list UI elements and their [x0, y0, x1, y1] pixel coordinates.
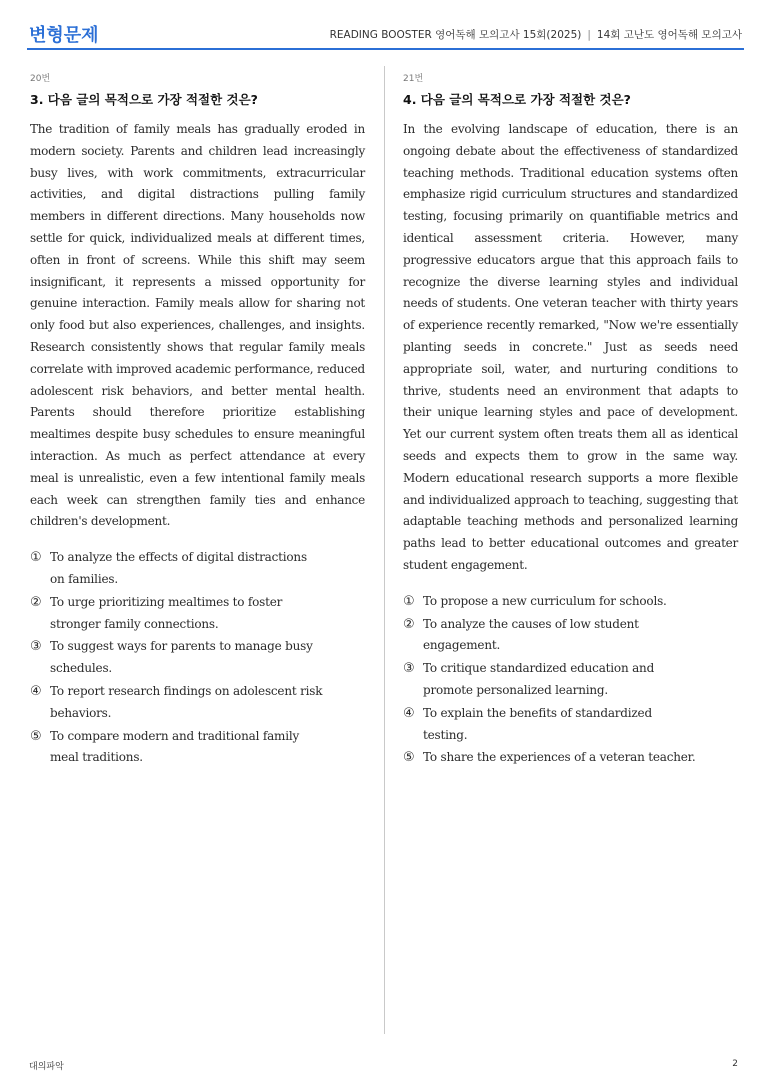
answer-option[interactable] [403, 658, 738, 702]
series-name: READING BOOSTER 영어독해 모의고사 15회(2025) [329, 29, 582, 41]
page-header [27, 18, 744, 50]
option-number: ④ [403, 705, 415, 721]
page-number: 2 [732, 1059, 738, 1069]
question-column-left [30, 71, 365, 770]
option-number: ③ [30, 639, 42, 655]
option-text: To report research findings on adolescent risk behaviors. [50, 683, 323, 720]
series-title [330, 27, 742, 42]
question-heading: 4. 다음 글의 목적으로 가장 적절한 것은? [403, 92, 631, 107]
question-passage: The tradition of family meals has gradually eroded in modern society. Parents and children lead increasingly busy lives, with work commitments, extracurricular activities, and digital distractions pulling family members in different directions. Many households now settle for quick, individualized meals at different times, often in front of screens. While this shift may seem insignificant, it represents a missed opportunity for genuine interaction. Family meals allow for sharing not only food but also experiences, challenges, and insights. Research consistently shows that regular family meals correlate with improved academic performance, reduced adolescent risk behaviors, and better mental health. Parents should therefore prioritize establishing mealtimes despite busy schedules to ensure meaningful interaction. As much as perfect attendance at every meal is unrealistic, even a few intentional family meals each week can strengthen family ties and enhance children's development. [30, 122, 365, 529]
column-divider [384, 66, 385, 1034]
footer-publisher: 대의파악 [29, 1062, 64, 1072]
option-text: To explain the benefits of standardized testing. [423, 705, 652, 742]
option-number: ⑤ [30, 728, 42, 744]
answer-option[interactable] [30, 681, 365, 725]
answer-option[interactable] [403, 703, 738, 747]
option-number: ① [403, 593, 415, 609]
answer-option[interactable] [30, 726, 365, 770]
question-number: 20번 [30, 74, 51, 84]
answer-option[interactable] [403, 747, 738, 769]
answer-option[interactable] [30, 592, 365, 636]
answer-option[interactable] [403, 614, 738, 658]
option-number: ⑤ [403, 750, 415, 766]
question-column-right [403, 71, 738, 770]
series-subtitle: 14회 고난도 영어독해 모의고사 [596, 29, 742, 41]
answer-option[interactable] [30, 547, 365, 591]
answer-options [403, 591, 738, 769]
brand-title: 변형문제 [29, 25, 99, 46]
option-text: To analyze the causes of low student engagement. [423, 616, 639, 653]
option-number: ④ [30, 683, 42, 699]
option-number: ③ [403, 661, 415, 677]
option-number: ① [30, 550, 42, 566]
answer-option[interactable] [403, 591, 738, 613]
option-text: To urge prioritizing mealtimes to foster stronger family connections. [50, 594, 283, 631]
option-text: To critique standardized education and promote personalized learning. [423, 661, 655, 697]
question-number: 21번 [403, 74, 424, 84]
option-text: To analyze the effects of digital distractions on families. [50, 550, 307, 586]
option-text: To propose a new curriculum for schools. [423, 593, 667, 608]
option-number: ② [30, 594, 42, 610]
header-separator: | [587, 29, 591, 41]
option-text: To compare modern and traditional family meal traditions. [50, 728, 300, 765]
answer-options [30, 547, 365, 769]
question-heading: 3. 다음 글의 목적으로 가장 적절한 것은? [30, 92, 258, 107]
answer-option[interactable] [30, 636, 365, 680]
question-passage: In the evolving landscape of education, there is an ongoing debate about the effectiveness of standardized teaching methods. Traditional education systems often emphasize rigid curriculum structures and standardized testing, focusing primarily on quantifiable metrics and identical assessment criteria. However, many progressive educators argue that this approach fails to recognize the diverse learning styles and individual needs of students. One veteran teacher with thirty years of experience recently remarked, "Now we're essentially planting seeds in concrete." Just as seeds need appropriate soil, water, and nurturing conditions to thrive, students need an environment that adapts to their unique learning styles and pace of development. Yet our current system often treats them all as identical seeds and expects them to grow in the same way. Modern educational research supports a more flexible and individualized approach to teaching, suggesting that adaptable teaching methods and personalized learning paths lead to better educational outcomes and greater student engagement. [403, 122, 738, 572]
option-number: ② [403, 616, 415, 632]
option-text: To share the experiences of a veteran teacher. [423, 750, 696, 765]
option-text: To suggest ways for parents to manage busy schedules. [50, 639, 313, 676]
